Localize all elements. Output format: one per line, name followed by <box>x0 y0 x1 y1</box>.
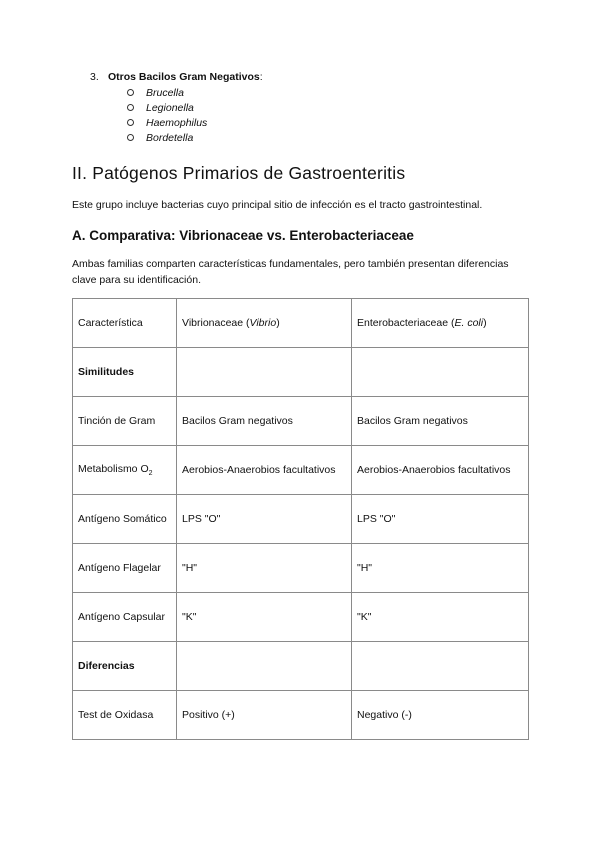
cell-feature: Test de Oxidasa <box>73 691 177 740</box>
header-cell-feature: Característica <box>73 299 177 348</box>
table-row <box>73 691 529 740</box>
header-cell-vibrio <box>177 299 352 348</box>
cell-feature: Tinción de Gram <box>73 397 177 446</box>
table-section-row <box>73 642 529 691</box>
empty-cell <box>177 348 352 397</box>
empty-cell <box>177 642 352 691</box>
circle-bullet-icon <box>127 134 134 141</box>
header-italic: Vibrio <box>249 317 277 329</box>
sublist-item-text: Bordetella <box>146 132 194 144</box>
subsection-heading: A. Comparativa: Vibrionaceae vs. Enterobacteriaceae <box>72 228 414 243</box>
feature-text: Metabolismo O <box>78 462 149 475</box>
list-item-3 <box>90 71 263 83</box>
bacteria-sublist <box>127 86 207 146</box>
subsection-description: Ambas familias comparten características fundamentales, pero también presentan diferencias clave para su identificación. <box>72 258 509 286</box>
cell-entero: Negativo (-) <box>352 691 529 740</box>
sublist-item-text: Haemophilus <box>146 117 208 129</box>
header-italic: E. coli <box>454 317 484 329</box>
feature-subscript: 2 <box>148 470 153 478</box>
list-item-suffix: : <box>259 71 263 83</box>
header-text: Vibrionaceae ( <box>182 317 250 329</box>
cell-entero: "H" <box>352 544 529 593</box>
table-row <box>73 397 529 446</box>
header-text: Enterobacteriaceae ( <box>357 317 455 329</box>
cell-feature <box>73 446 177 495</box>
empty-cell <box>352 348 529 397</box>
header-text: ) <box>276 317 280 329</box>
section-label-diferencias: Diferencias <box>73 642 177 691</box>
header-cell-entero <box>352 299 529 348</box>
table-row <box>73 495 529 544</box>
header-text: ) <box>483 317 487 329</box>
circle-bullet-icon <box>127 104 134 111</box>
cell-entero: "K" <box>352 593 529 642</box>
sublist-item-text: Brucella <box>146 87 184 99</box>
list-item <box>127 101 207 116</box>
list-item <box>127 86 207 101</box>
cell-vibrio: Aerobios-Anaerobios facultativos <box>177 446 352 495</box>
circle-bullet-icon <box>127 119 134 126</box>
empty-cell <box>352 642 529 691</box>
table-row <box>73 593 529 642</box>
table-row <box>73 544 529 593</box>
list-number: 3. <box>90 71 99 83</box>
cell-feature: Antígeno Flagelar <box>73 544 177 593</box>
circle-bullet-icon <box>127 89 134 96</box>
cell-vibrio: LPS "O" <box>177 495 352 544</box>
cell-vibrio: "H" <box>177 544 352 593</box>
list-item <box>127 131 207 146</box>
sublist-item-text: Legionella <box>146 102 194 114</box>
list-item-title: Otros Bacilos Gram Negativos <box>108 71 260 83</box>
cell-feature: Antígeno Capsular <box>73 593 177 642</box>
section-intro: Este grupo incluye bacterias cuyo principal sitio de infección es el tracto gastrointestinal. <box>72 199 483 211</box>
cell-entero: Aerobios-Anaerobios facultativos <box>352 446 529 495</box>
cell-vibrio: Positivo (+) <box>177 691 352 740</box>
list-item <box>127 116 207 131</box>
cell-vibrio: "K" <box>177 593 352 642</box>
section-heading: II. Patógenos Primarios de Gastroenteritis <box>72 163 406 183</box>
section-label-similitudes: Similitudes <box>73 348 177 397</box>
comparison-table <box>72 298 529 740</box>
table-section-row <box>73 348 529 397</box>
table-row <box>73 446 529 495</box>
table-header-row <box>73 299 529 348</box>
cell-feature: Antígeno Somático <box>73 495 177 544</box>
cell-entero: LPS "O" <box>352 495 529 544</box>
cell-vibrio: Bacilos Gram negativos <box>177 397 352 446</box>
cell-entero: Bacilos Gram negativos <box>352 397 529 446</box>
